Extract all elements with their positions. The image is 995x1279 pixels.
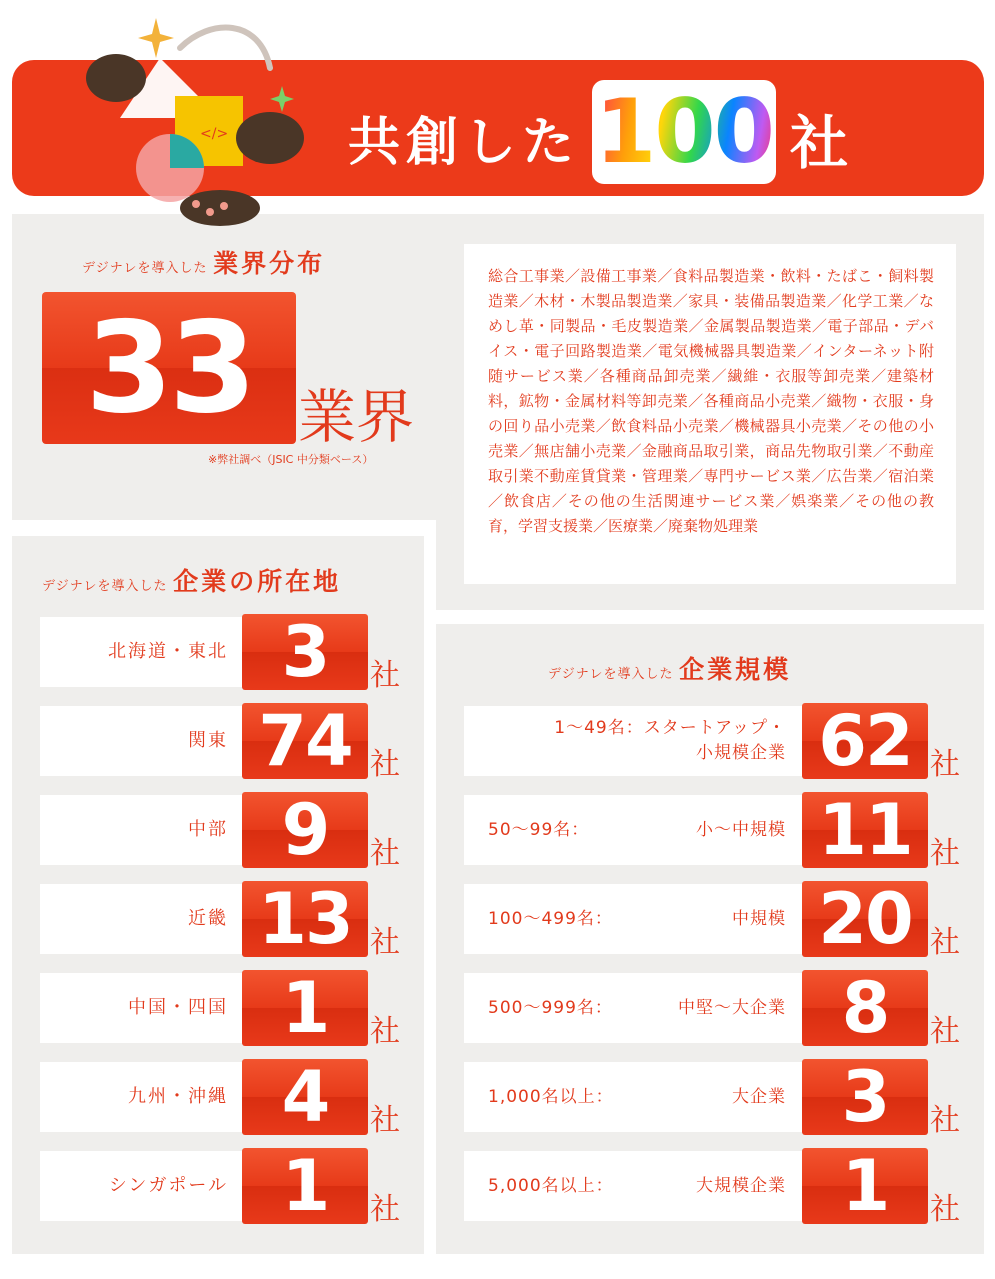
- paw-icon-right: [236, 112, 304, 164]
- paw-collage-icon: [80, 8, 320, 228]
- location-count: 74: [242, 703, 368, 779]
- size-unit: 社: [930, 747, 960, 782]
- location-row: [40, 1056, 410, 1138]
- location-unit: 社: [370, 747, 400, 782]
- location-label: 近畿: [40, 884, 242, 954]
- location-count: 9: [242, 792, 368, 868]
- count-badge: [592, 80, 776, 184]
- size-label: [464, 973, 802, 1043]
- sizes-heading-small: デジナレを導入した: [548, 667, 674, 682]
- industry-note: ※弊社調べ（JSIC 中分類ベース）: [208, 453, 374, 466]
- size-desc: 大規模企業: [696, 1176, 786, 1196]
- size-row: [464, 789, 964, 871]
- sparkle-icon: [138, 18, 174, 58]
- paw-icon: [86, 54, 146, 102]
- location-unit: 社: [370, 1103, 400, 1138]
- location-count: 4: [242, 1059, 368, 1135]
- locations-heading-small: デジナレを導入した: [42, 579, 168, 594]
- size-range: 1,000名以上：: [488, 1087, 614, 1107]
- size-range: 5,000名以上：: [488, 1176, 614, 1196]
- size-range: 500〜999名：: [488, 998, 613, 1018]
- header-title: 共創した: [348, 113, 581, 173]
- industry-heading: [82, 244, 325, 280]
- size-desc: 小規模企業: [696, 743, 786, 763]
- size-count: 11: [802, 792, 928, 868]
- location-row: [40, 967, 410, 1049]
- location-row: [40, 878, 410, 960]
- size-row: [464, 1145, 964, 1227]
- location-unit: 社: [370, 1192, 400, 1227]
- size-range: 50〜99名：: [488, 820, 590, 840]
- size-label: [464, 795, 802, 865]
- location-unit: 社: [370, 1014, 400, 1049]
- size-desc: 小〜中規模: [696, 820, 786, 840]
- size-row: [464, 1056, 964, 1138]
- industry-heading-small: デジナレを導入した: [82, 261, 208, 276]
- size-range: 100〜499名：: [488, 909, 613, 929]
- size-unit: 社: [930, 1192, 960, 1227]
- size-desc: 中堅〜大企業: [678, 998, 786, 1018]
- size-range: 1〜49名：スタートアップ・: [554, 718, 786, 738]
- location-count: 3: [242, 614, 368, 690]
- size-unit: 社: [930, 1014, 960, 1049]
- swirl-icon: [180, 28, 270, 68]
- location-row: [40, 1145, 410, 1227]
- size-label: [464, 884, 802, 954]
- location-label: シンガポール: [40, 1151, 242, 1221]
- location-row: [40, 611, 410, 693]
- size-label: [464, 1151, 802, 1221]
- location-unit: 社: [370, 925, 400, 960]
- locations-heading: [42, 562, 341, 598]
- location-unit: 社: [370, 658, 400, 693]
- size-unit: 社: [930, 925, 960, 960]
- industry-count: 33: [85, 294, 253, 441]
- size-label: [464, 1062, 802, 1132]
- sparkle-small-icon: [270, 86, 294, 112]
- size-count: 1: [802, 1148, 928, 1224]
- size-unit: 社: [930, 1103, 960, 1138]
- location-unit: 社: [370, 836, 400, 871]
- location-label: 中部: [40, 795, 242, 865]
- location-row: [40, 789, 410, 871]
- industry-unit: 業界: [298, 383, 415, 451]
- location-count: 1: [242, 1148, 368, 1224]
- sizes-heading: [548, 650, 791, 686]
- size-desc: 大企業: [732, 1087, 786, 1107]
- location-label: 北海道・東北: [40, 617, 242, 687]
- location-count: 1: [242, 970, 368, 1046]
- size-count: 3: [802, 1059, 928, 1135]
- size-count: 20: [802, 881, 928, 957]
- size-label: [464, 706, 802, 776]
- code-icon: </>: [200, 126, 229, 142]
- location-count: 13: [242, 881, 368, 957]
- company-count: 100: [592, 80, 776, 184]
- size-unit: 社: [930, 836, 960, 871]
- location-label: 九州・沖縄: [40, 1062, 242, 1132]
- locations-heading-large: 企業の所在地: [173, 567, 342, 596]
- location-label: 中国・四国: [40, 973, 242, 1043]
- paw-icon-bottom: [180, 190, 260, 226]
- size-row: [464, 967, 964, 1049]
- industry-list: 総合工事業／設備工事業／食料品製造業・飲料・たばこ・飼料製造業／木材・木製品製造業／家具・装備品製造業／化学工業／なめし革・同製品・毛皮製造業／金属製品製造業／電子部品・デバイス・電子回路製造業／電気機械器具製造業／インターネット附随サービス業／各種商品卸売業／繊維・衣服等卸売業／建築材料，鉱物・金属材料等卸売業／各種商品小売業／織物・衣服・身の回り品小売業／飲食料品小売業／機械器具小売業／その他の小売業／無店舗小売業／金融商品取引業，商品先物取引業／不動産取引業不動産賃貸業・管理業／専門サービス業／広告業／宿泊業／飲食店／その他の生活関連サービス業／娯楽業／その他の教育，学習支援業／医療業／廃棄物処理業: [488, 267, 934, 535]
- size-row: [464, 878, 964, 960]
- size-row: [464, 700, 964, 782]
- size-desc: 中規模: [732, 909, 786, 929]
- size-count: 62: [802, 703, 928, 779]
- sizes-heading-large: 企業規模: [679, 655, 792, 684]
- industry-count-box: [42, 292, 296, 444]
- location-row: [40, 700, 410, 782]
- industry-list-box: [464, 244, 956, 584]
- size-count: 8: [802, 970, 928, 1046]
- location-label: 関東: [40, 706, 242, 776]
- industry-heading-large: 業界分布: [213, 249, 326, 278]
- header-suffix: 社: [790, 109, 849, 177]
